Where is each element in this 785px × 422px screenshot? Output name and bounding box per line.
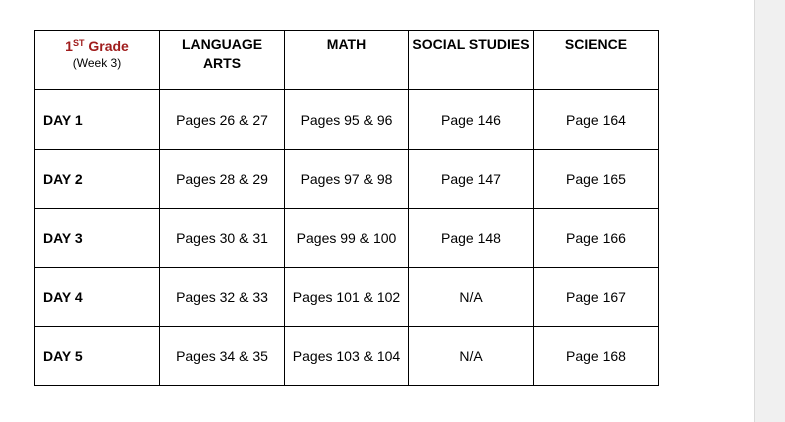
day-label: DAY 5 [35, 327, 160, 386]
language-arts-cell: Pages 30 & 31 [160, 209, 285, 268]
week-label: (Week 3) [72, 56, 122, 70]
language-arts-cell: Pages 28 & 29 [160, 150, 285, 209]
social-studies-cell: N/A [409, 268, 534, 327]
table-row [35, 268, 659, 327]
header-language-arts: LANGUAGE ARTS [160, 31, 285, 90]
table-header-row [35, 31, 659, 90]
language-arts-cell: Pages 32 & 33 [160, 268, 285, 327]
social-studies-cell: Page 147 [409, 150, 534, 209]
math-cell: Pages 101 & 102 [285, 268, 409, 327]
header-math: MATH [285, 31, 409, 90]
grade-title: 1ST Grade [65, 38, 129, 54]
language-arts-cell: Pages 26 & 27 [160, 90, 285, 150]
day-label: DAY 1 [35, 90, 160, 150]
social-studies-cell: Page 146 [409, 90, 534, 150]
math-cell: Pages 97 & 98 [285, 150, 409, 209]
day-label: DAY 3 [35, 209, 160, 268]
math-cell: Pages 99 & 100 [285, 209, 409, 268]
language-arts-cell: Pages 34 & 35 [160, 327, 285, 386]
header-social-studies: SOCIAL STUDIES [409, 31, 534, 90]
day-label: DAY 4 [35, 268, 160, 327]
math-cell: Pages 95 & 96 [285, 90, 409, 150]
science-cell: Page 167 [534, 268, 659, 327]
table-row [35, 150, 659, 209]
science-cell: Page 164 [534, 90, 659, 150]
science-cell: Page 165 [534, 150, 659, 209]
table-row [35, 209, 659, 268]
table-row [35, 327, 659, 386]
table-row [35, 90, 659, 150]
window-scroll-gutter[interactable] [754, 0, 785, 422]
math-cell: Pages 103 & 104 [285, 327, 409, 386]
weekly-schedule-table [34, 30, 659, 386]
science-cell: Page 168 [534, 327, 659, 386]
grade-week-cell [35, 31, 160, 90]
header-science: SCIENCE [534, 31, 659, 90]
day-label: DAY 2 [35, 150, 160, 209]
science-cell: Page 166 [534, 209, 659, 268]
social-studies-cell: N/A [409, 327, 534, 386]
social-studies-cell: Page 148 [409, 209, 534, 268]
